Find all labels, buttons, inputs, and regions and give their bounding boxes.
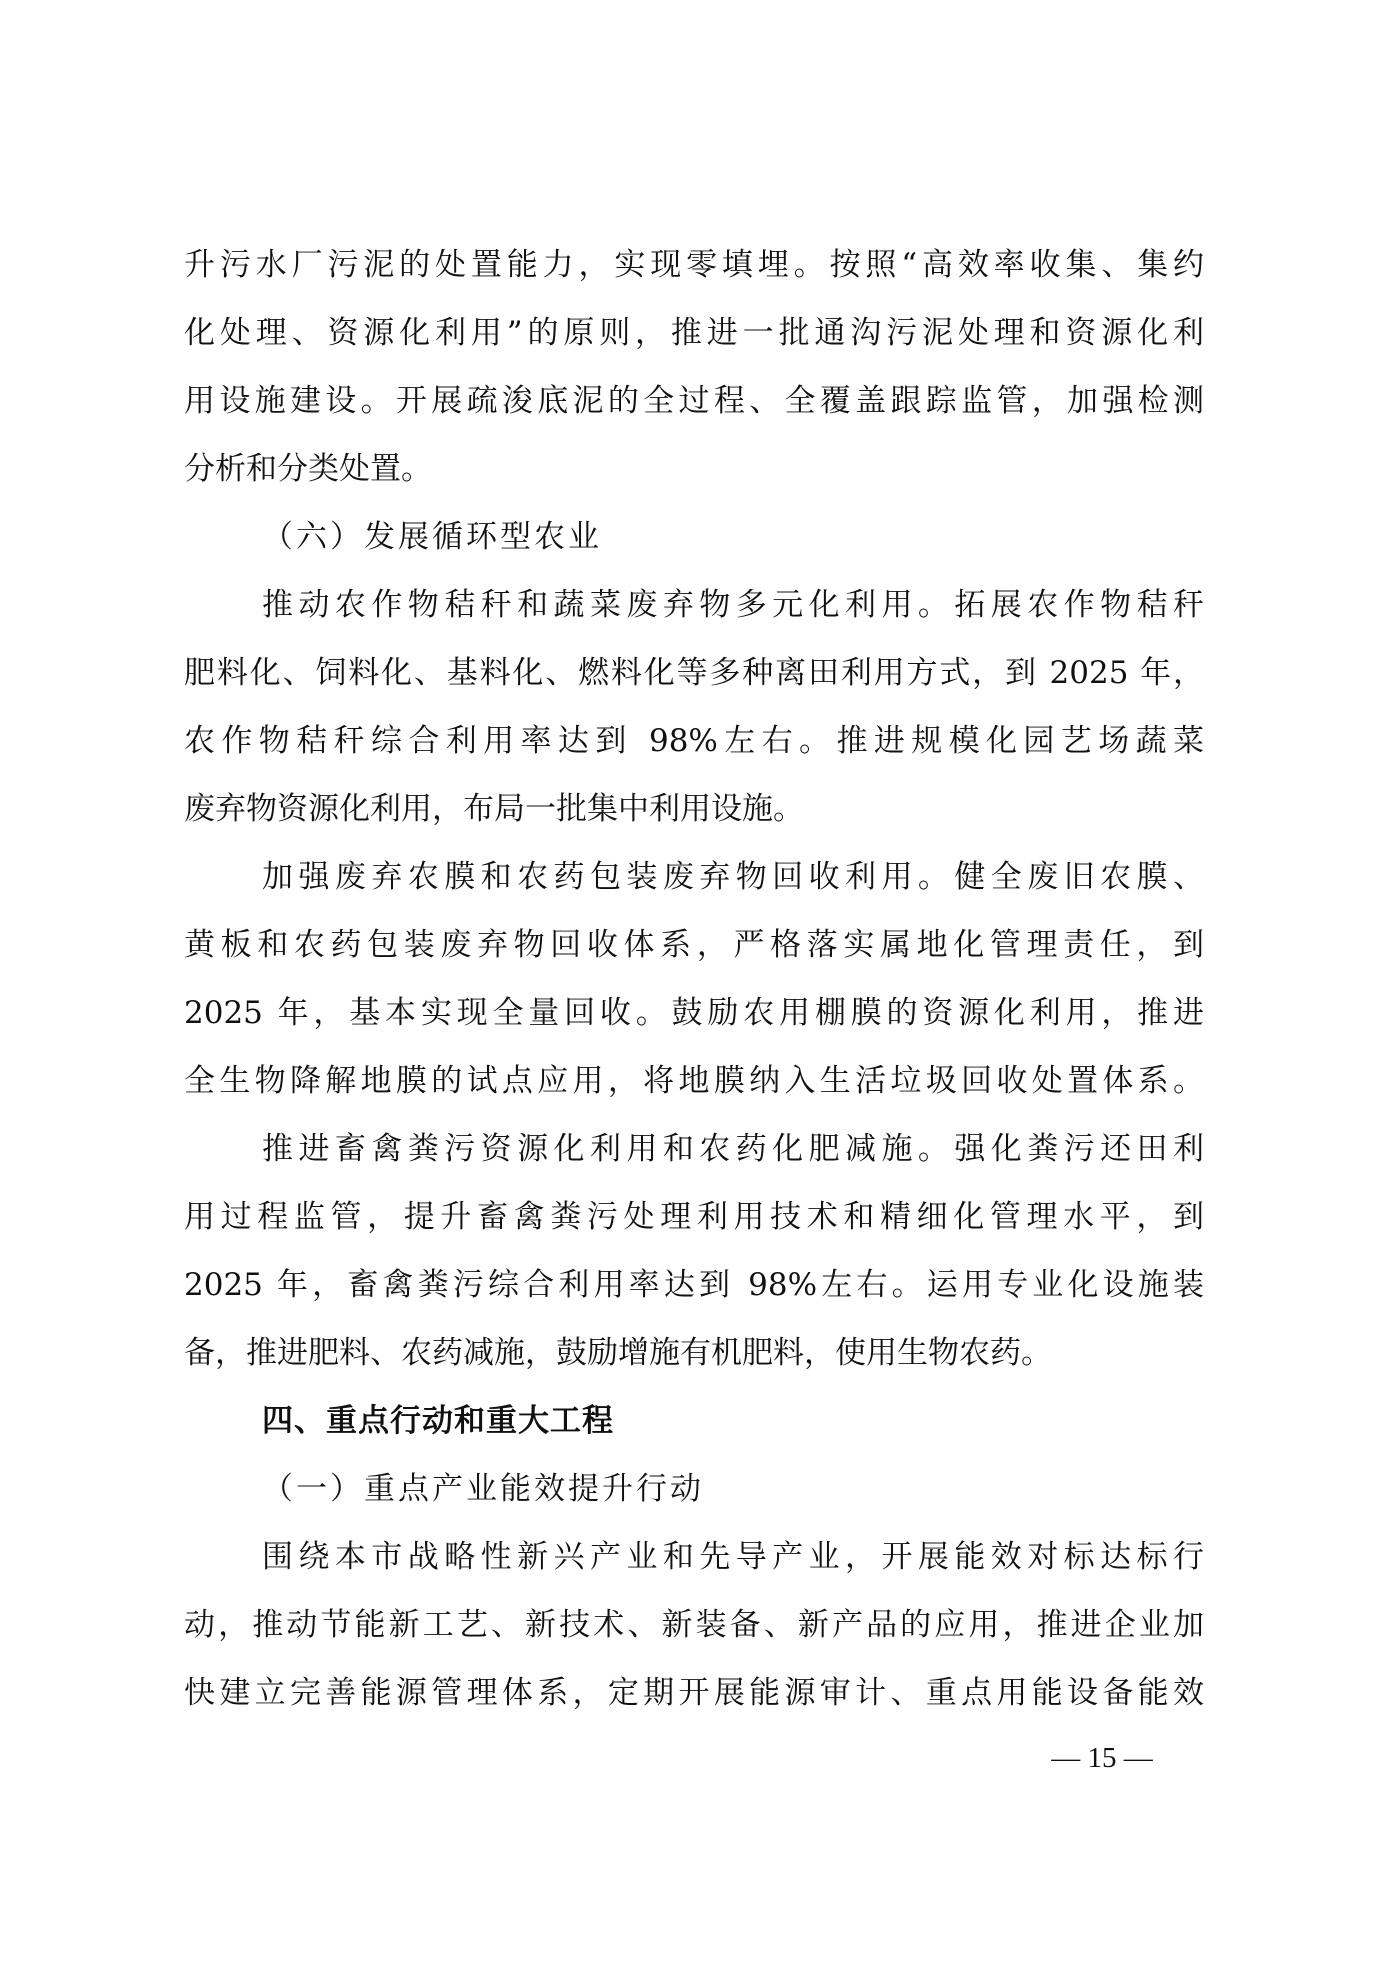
text-line: 快建立完善能源管理体系，定期开展能源审计、重点用能设备能效 [184, 1675, 1204, 1711]
document-body [184, 240, 1204, 1736]
text-line: 动，推动节能新工艺、新技术、新装备、新产品的应用，推进企业加 [184, 1607, 1204, 1643]
text-line: 黄板和农药包装废弃物回收体系，严格落实属地化管理责任，到 [184, 927, 1204, 963]
text-line: 全生物降解地膜的试点应用，将地膜纳入生活垃圾回收处置体系。 [184, 1063, 1204, 1099]
subheading-circular-agriculture [184, 512, 1204, 580]
paragraph-sludge-treatment [184, 240, 1204, 512]
text-line: 推动农作物秸秆和蔬菜废弃物多元化利用。拓展农作物秸秆 [262, 587, 1204, 623]
heading-key-actions [184, 1396, 1204, 1464]
text-line: 备，推进肥料、农药减施，鼓励增施有机肥料，使用生物农药。 [184, 1335, 1052, 1371]
text-line: 肥料化、饲料化、基料化、燃料化等多种离田利用方式，到 2025 年， [184, 655, 1204, 691]
text-line: 农作物秸秆综合利用率达到 98%左右。推进规模化园艺场蔬菜 [184, 723, 1204, 759]
text-line: 升污水厂污泥的处置能力，实现零填埋。按照“高效率收集、集约 [184, 247, 1204, 283]
text-line: 用过程监管，提升畜禽粪污处理利用技术和精细化管理水平，到 [184, 1199, 1204, 1235]
subheading-text: （一）重点产业能效提升行动 [262, 1471, 704, 1507]
text-line: 加强废弃农膜和农药包装废弃物回收利用。健全废旧农膜、 [262, 859, 1204, 895]
text-line: 围绕本市战略性新兴产业和先导产业，开展能效对标达标行 [262, 1539, 1204, 1575]
paragraph-livestock-manure [184, 1124, 1204, 1396]
text-line: 分析和分类处置。 [184, 451, 432, 487]
subheading-energy-efficiency [184, 1464, 1204, 1532]
text-line: 化处理、资源化利用”的原则，推进一批通沟污泥处理和资源化利 [184, 315, 1204, 351]
page-number: — 15 — [1051, 1742, 1153, 1774]
text-line: 2025 年，基本实现全量回收。鼓励农用棚膜的资源化利用，推进 [184, 995, 1204, 1031]
text-line: 用设施建设。开展疏浚底泥的全过程、全覆盖跟踪监管，加强检测 [184, 383, 1204, 419]
text-line: 废弃物资源化利用，布局一批集中利用设施。 [184, 791, 804, 827]
text-line: 推进畜禽粪污资源化利用和农药化肥减施。强化粪污还田利 [262, 1131, 1204, 1167]
paragraph-agricultural-film [184, 852, 1204, 1124]
paragraph-crop-straw [184, 580, 1204, 852]
text-line: 2025 年，畜禽粪污综合利用率达到 98%左右。运用专业化设施装 [184, 1267, 1204, 1303]
heading-text: 四、重点行动和重大工程 [262, 1403, 614, 1439]
paragraph-energy-efficiency [184, 1532, 1204, 1736]
subheading-text: （六）发展循环型农业 [262, 519, 602, 555]
